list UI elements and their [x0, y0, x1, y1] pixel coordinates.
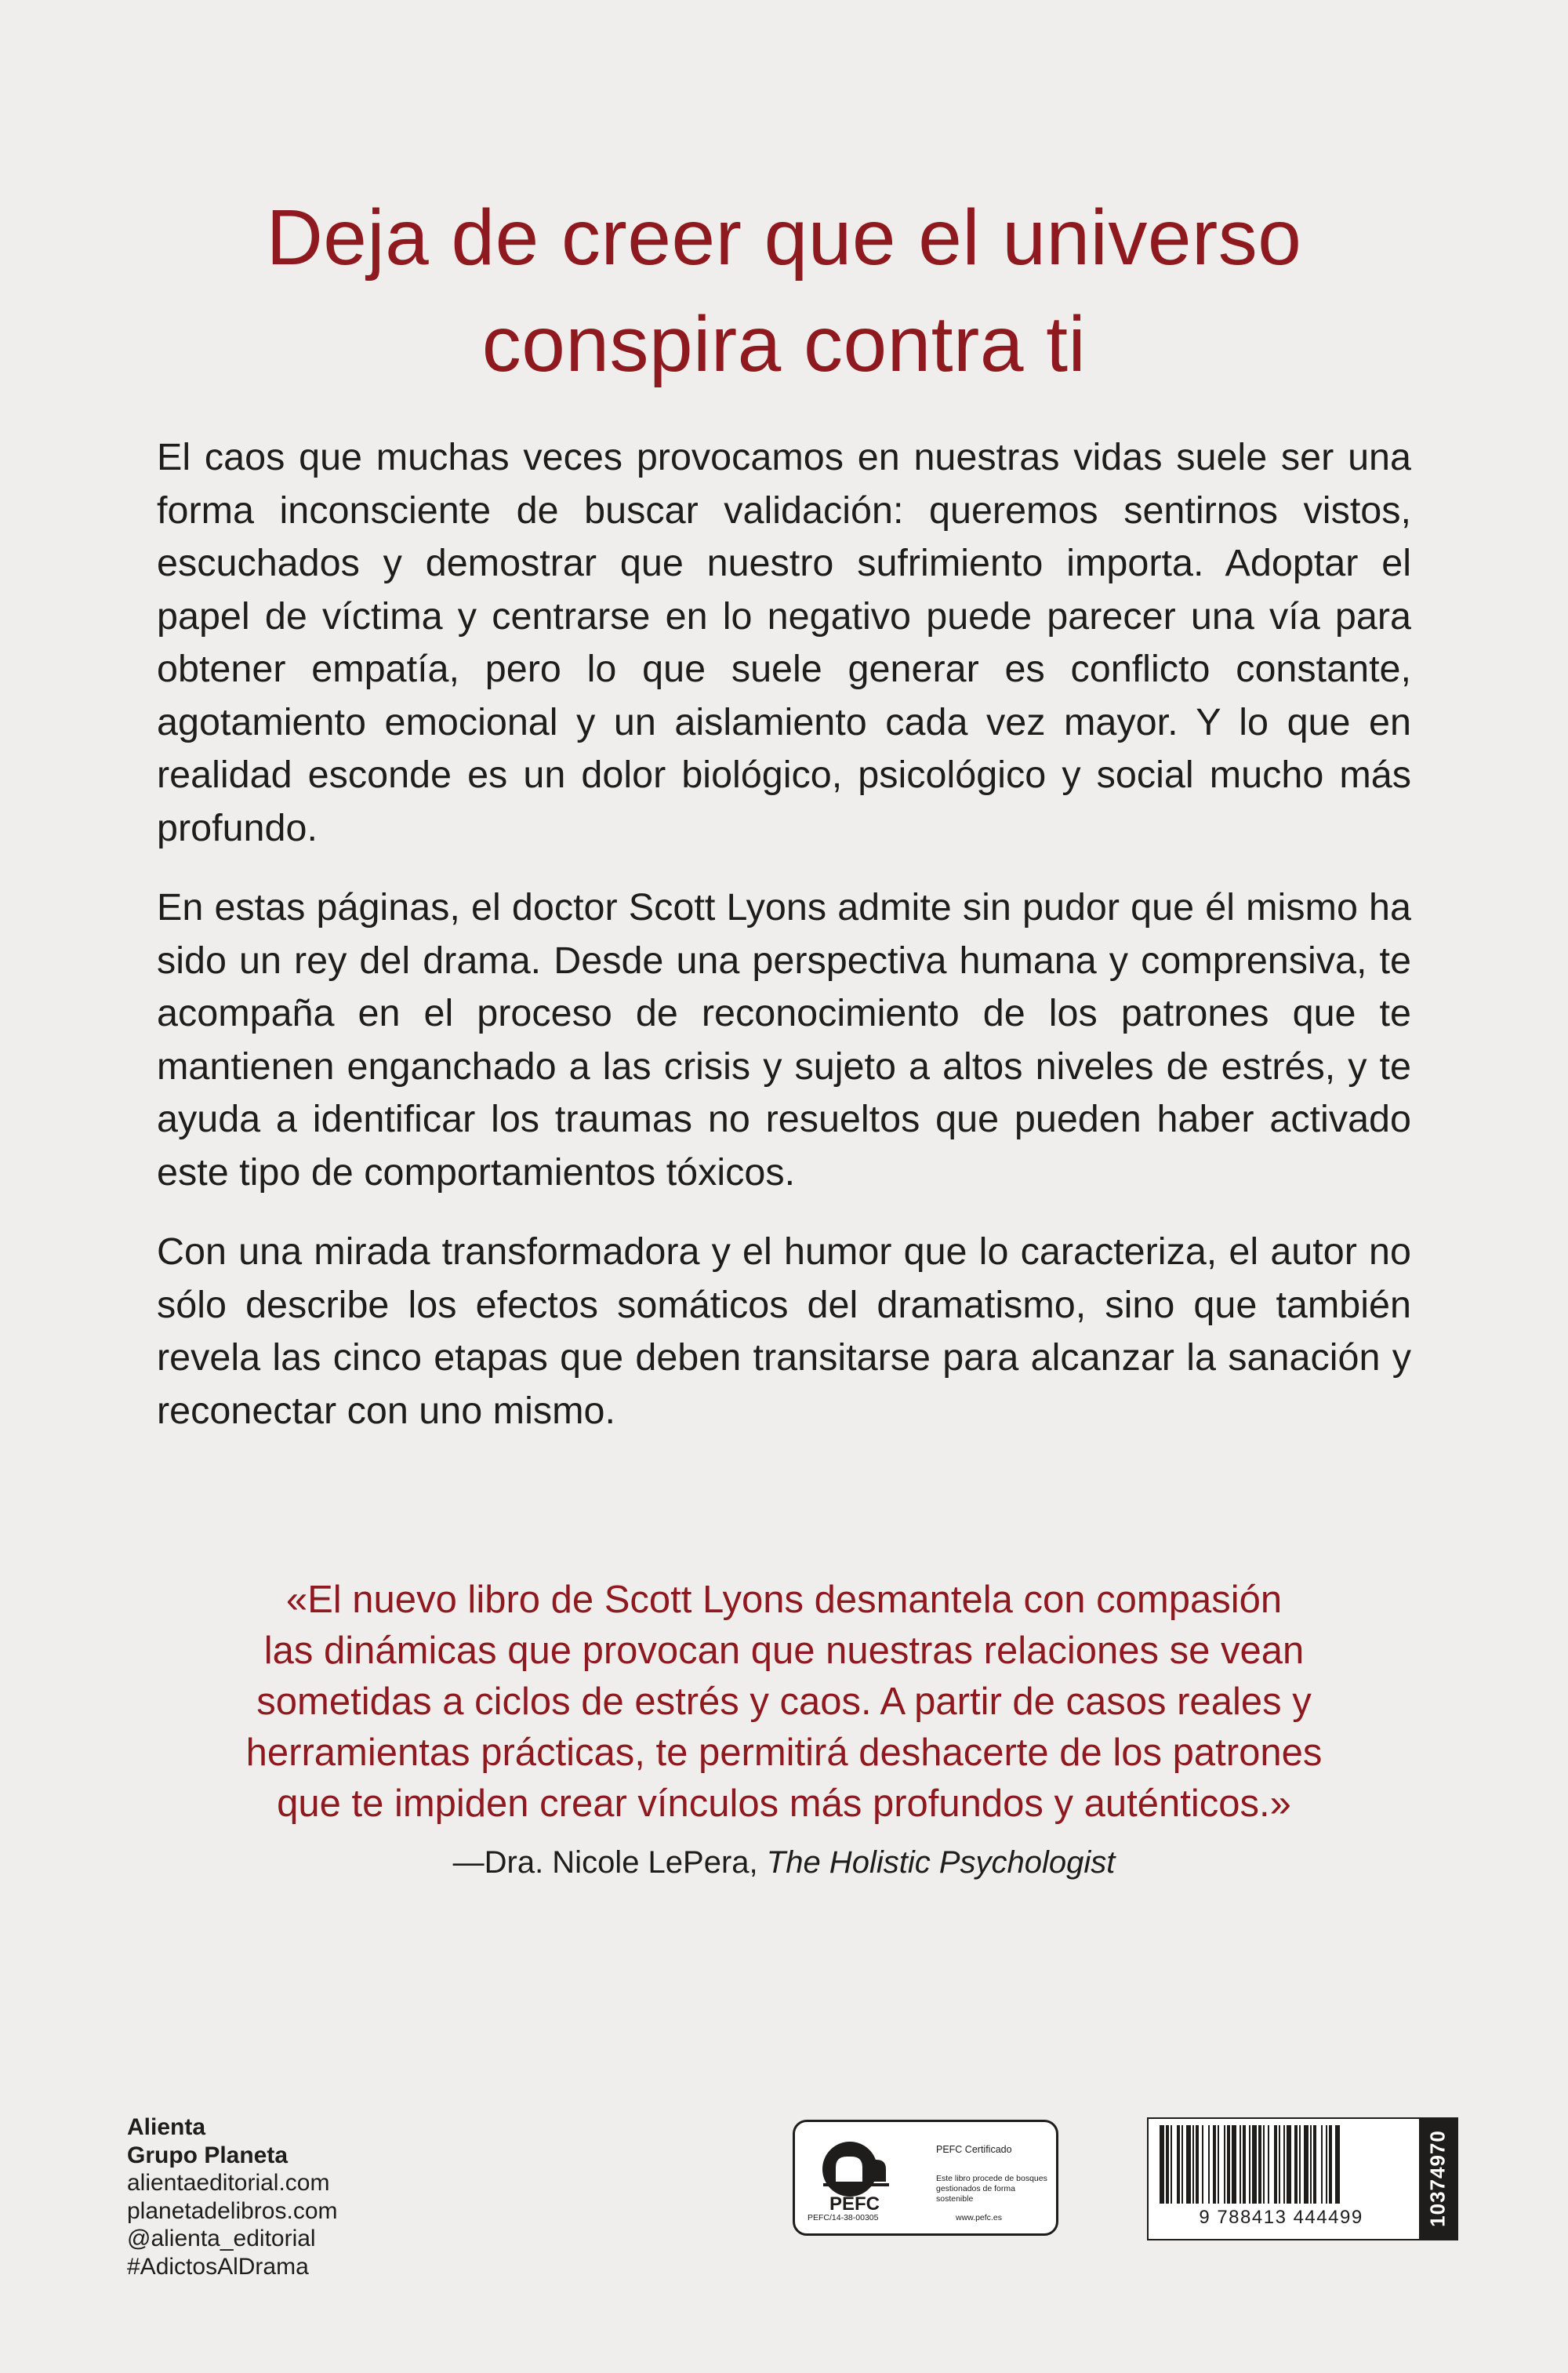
barcode-bar [1213, 2125, 1216, 2204]
barcode-bar [1258, 2125, 1261, 2204]
synopsis-paragraph-2: En estas páginas, el doctor Scott Lyons admite sin pudor que él mismo ha sido un rey del drama. Desde una perspectiva humana y comprensiva, te acompaña en el proceso de reconocimiento de los patrones que te mantienen enganchado a las crisis y sujeto a altos niveles de estrés, y te ayuda a identificar los traumas no resueltos que pueden haber activado este tipo de comportamientos tóxicos. [157, 886, 1411, 1194]
barcode-bar [1299, 2125, 1301, 2204]
isbn-number: 9 788413 444499 [1199, 2207, 1363, 2228]
pefc-certified-label: PEFC Certificado [936, 2144, 1012, 2155]
barcode-bar [1283, 2125, 1285, 2204]
barcode-bar [1268, 2125, 1269, 2204]
barcode-bar [1243, 2125, 1246, 2204]
barcode-bar [1208, 2125, 1210, 2204]
pefc-logo-text: PEFC [829, 2193, 880, 2213]
quote-line-4: herramientas prácticas, te permitirá deshacerte de los patrones [245, 1732, 1323, 1774]
barcode-bar [1335, 2125, 1340, 2204]
pefc-description: Este libro procede de bosques gestionados de forma sostenible [936, 2174, 1047, 2204]
pefc-tree-logo-icon [815, 2138, 909, 2213]
internal-code: 10374970 [1425, 2130, 1450, 2227]
quote-line-1: «El nuevo libro de Scott Lyons desmantela con compasión [285, 1579, 1283, 1621]
pefc-url[interactable]: www.pefc.es [956, 2213, 1002, 2222]
isbn-barcode [1147, 2117, 1458, 2240]
barcode-bar [1240, 2125, 1241, 2204]
imprint-name: Alienta [127, 2114, 206, 2140]
barcode-bar [1196, 2125, 1199, 2204]
barcode-bar [1252, 2125, 1257, 2204]
barcode-bar [1321, 2125, 1323, 2204]
barcode-bar [1313, 2125, 1316, 2204]
barcode-bar [1218, 2125, 1219, 2204]
barcode-bar [1287, 2125, 1291, 2204]
quote-line-2: las dinámicas que provocan que nuestras relaciones se vean [263, 1630, 1305, 1672]
barcode-bar [1279, 2125, 1280, 2204]
pefc-code: PEFC/14-38-00305 [808, 2213, 879, 2222]
barcode-bar [1202, 2125, 1203, 2204]
barcode-bar [1186, 2125, 1191, 2204]
barcode-bar [1192, 2125, 1194, 2204]
publisher-social-handle[interactable]: @alienta_editorial [127, 2226, 316, 2251]
group-name: Grupo Planeta [127, 2142, 289, 2168]
barcode-bar [1177, 2125, 1180, 2204]
headline [0, 184, 1568, 398]
barcode-bar [1294, 2125, 1298, 2204]
barcode-bar [1232, 2125, 1236, 2204]
barcode-bar [1263, 2125, 1265, 2204]
publisher-link-2[interactable]: planetadelibros.com [127, 2197, 338, 2224]
barcode-bar [1181, 2125, 1183, 2204]
barcode-bar [1166, 2125, 1169, 2204]
publisher-hashtag[interactable]: #AdictosAlDrama [127, 2253, 309, 2280]
barcode-bar [1160, 2125, 1164, 2204]
publisher-info [127, 2113, 338, 2280]
barcode-bar [1304, 2125, 1308, 2204]
blurb-quote [172, 1575, 1396, 1830]
headline-line-1: Deja de creer que el universo [266, 194, 1302, 282]
synopsis-paragraph-1: El caos que muchas veces provocamos en nuestras vidas suele ser una forma inconsciente de buscar validación: queremos sentirnos vistos, escuchados y demostrar que nuestro sufrimiento importa. Adoptar el papel de víctima y centrarse en lo negativo puede parecer una vía para obtener empatía, pero lo que suele generar es conflicto constante, agotamiento emocional y un aislamiento cada vez mayor. Y lo que en realidad esconde es un dolor biológico, psicológico y social mucho más profundo. [157, 436, 1411, 849]
synopsis [157, 431, 1411, 1464]
barcode-bar [1274, 2125, 1277, 2204]
quote-line-5: que te impiden crear vínculos más profundos y auténticos.» [277, 1782, 1291, 1825]
publisher-link-1[interactable]: alientaeditorial.com [127, 2170, 330, 2196]
quote-line-3: sometidas a ciclos de estrés y caos. A partir de casos reales y [256, 1681, 1312, 1723]
attribution-author: —Dra. Nicole LePera, [452, 1845, 767, 1880]
barcode-bar [1171, 2125, 1172, 2204]
barcode-bars-icon [1156, 2125, 1406, 2204]
pefc-certification-box [793, 2120, 1058, 2236]
internal-code-strip [1419, 2119, 1457, 2239]
attribution-work: The Holistic Psychologist [766, 1845, 1116, 1880]
synopsis-paragraph-3: Con una mirada transformadora y el humor que lo caracteriza, el autor no sólo describe los efectos somáticos del dramatismo, sino que también revela las cinco etapas que deben transitarse para alcanzar la sanación y reconectar con uno mismo. [157, 1230, 1411, 1432]
barcode-bar [1326, 2125, 1327, 2204]
barcode-bar [1249, 2125, 1250, 2204]
quote-attribution [0, 1843, 1568, 1882]
barcode-bar [1224, 2125, 1225, 2204]
barcode-bar [1227, 2125, 1230, 2204]
barcode-bar [1329, 2125, 1332, 2204]
headline-line-2: conspira contra ti [481, 300, 1087, 388]
barcode-bar [1310, 2125, 1312, 2204]
